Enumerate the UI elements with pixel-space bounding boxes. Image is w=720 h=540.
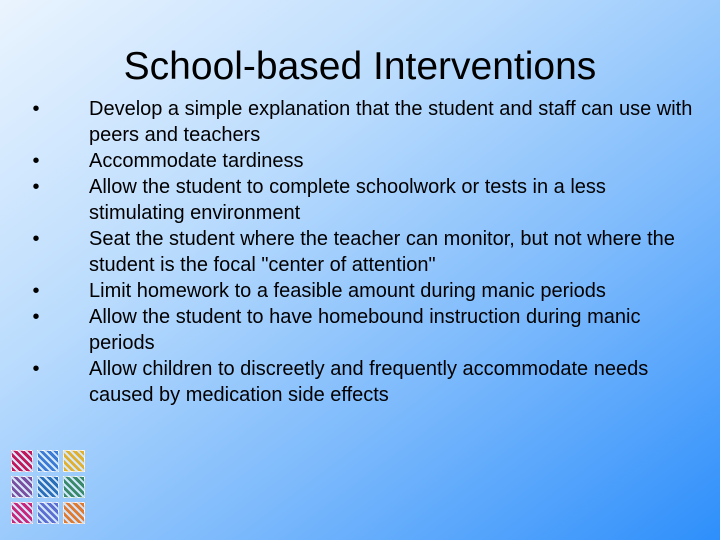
logo-tile bbox=[37, 450, 59, 472]
bullet-text: Allow the student to complete schoolwork or tests in a less stimulating environment bbox=[89, 176, 606, 224]
logo-tile bbox=[37, 476, 59, 498]
bullet-icon: • bbox=[32, 306, 40, 328]
bullet-icon: • bbox=[32, 150, 40, 172]
logo-tile bbox=[11, 476, 33, 498]
bullet-text: Limit homework to a feasible amount during manic periods bbox=[89, 280, 606, 302]
list-item bbox=[28, 304, 696, 356]
bullet-text: Seat the student where the teacher can monitor, but not where the student is the focal "center of attention" bbox=[89, 228, 675, 276]
logo-tile bbox=[11, 450, 33, 472]
slide-title: School-based Interventions bbox=[123, 45, 597, 88]
bullet-text: Allow children to discreetly and frequently accommodate needs caused by medication side effects bbox=[89, 358, 649, 406]
logo-tile bbox=[63, 450, 85, 472]
bullet-text: Accommodate tardiness bbox=[89, 150, 304, 172]
bullet-icon: • bbox=[32, 228, 40, 250]
logo-tile bbox=[37, 502, 59, 524]
logo-tile bbox=[63, 502, 85, 524]
list-item bbox=[28, 278, 696, 304]
list-item bbox=[28, 148, 696, 174]
bullet-icon: • bbox=[32, 176, 40, 198]
bullet-list bbox=[28, 96, 696, 408]
bullet-icon: • bbox=[32, 280, 40, 302]
bullet-text: Develop a simple explanation that the student and staff can use with peers and teachers bbox=[89, 98, 693, 146]
bullet-icon: • bbox=[32, 358, 40, 380]
bullet-icon: • bbox=[32, 98, 40, 120]
bullet-text: Allow the student to have homebound instruction during manic periods bbox=[89, 306, 641, 354]
list-item bbox=[28, 174, 696, 226]
logo-icon bbox=[10, 449, 88, 526]
list-item bbox=[28, 226, 696, 278]
logo-tile bbox=[63, 476, 85, 498]
list-item bbox=[28, 356, 696, 408]
logo-tile bbox=[11, 502, 33, 524]
list-item bbox=[28, 96, 696, 148]
